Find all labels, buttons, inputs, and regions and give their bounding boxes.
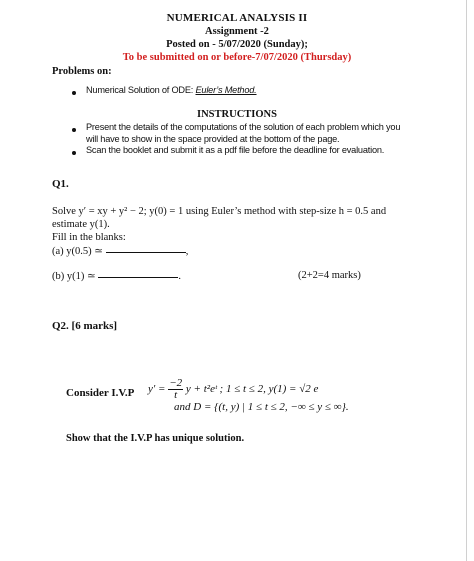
bullet-icon: [72, 128, 76, 132]
ivp-equation-rhs: y + t²eᵗ ; 1 ≤ t ≤ 2, y(1) = √2 e: [185, 383, 319, 396]
q1-part-b: [52, 270, 181, 282]
instructions-title: INSTRUCTIONS: [197, 109, 277, 120]
submission-deadline: To be submitted on or before-7/07/2020 (Thursday): [122, 52, 352, 63]
ivp-equation-lhs: y′ =: [148, 383, 166, 396]
topic-method: Euler’s Method.: [195, 85, 257, 95]
q1-part-b-blank[interactable]: [98, 276, 178, 278]
q1-part-b-end: .: [178, 271, 182, 282]
bullet-icon: [72, 91, 76, 95]
topic-item: [86, 85, 257, 95]
ivp-fraction-numerator: −2: [169, 377, 183, 389]
course-title: NUMERICAL ANALYSIS II: [166, 12, 308, 24]
instruction-item-2: Scan the booklet and submit it as a pdf file before the deadline for evaluation.: [86, 145, 385, 155]
q1-part-a: [52, 245, 188, 257]
ivp-equation: [148, 378, 318, 401]
topic-prefix: Numerical Solution of ODE:: [86, 85, 196, 95]
q1-part-b-label: (b) y(1) ≃: [52, 271, 96, 282]
q1-part-a-label: (a) y(0.5) ≃: [52, 246, 104, 257]
assignment-number: Assignment -2: [205, 26, 269, 37]
ivp-fraction-denominator: t: [174, 389, 178, 401]
page-edge-divider: [466, 0, 467, 561]
instruction-item-1-line-2: will have to show in the space provided at the bottom of the page.: [86, 134, 340, 144]
q1-part-a-blank[interactable]: [106, 251, 186, 253]
instruction-item-1-line-1: Present the details of the computations of the solution of each problem which you: [86, 122, 401, 132]
q1-statement-line-1: Solve y′ = xy + y² − 2; y(0) = 1 using Euler’s method with step-size h = 0.5 and: [52, 206, 387, 217]
q1-marks: (2+2=4 marks): [298, 270, 361, 281]
problems-label: Problems on:: [52, 66, 112, 77]
q1-fill-instruction: Fill in the blanks:: [52, 232, 126, 243]
q2-task: Show that the I.V.P has unique solution.: [66, 433, 245, 444]
q1-statement-line-2: estimate y(1).: [52, 219, 110, 230]
q1-part-a-end: ,: [185, 246, 189, 257]
bullet-icon: [72, 151, 76, 155]
ivp-label: Consider I.V.P: [66, 387, 135, 399]
q2-label: Q2. [6 marks]: [52, 320, 118, 332]
ivp-domain: and D = {(t, y) | 1 ≤ t ≤ 2, −∞ ≤ y ≤ ∞}.: [174, 401, 349, 413]
posted-date: Posted on - 5/07/2020 (Sunday);: [166, 39, 308, 50]
ivp-fraction: [168, 378, 183, 401]
q1-label: Q1.: [52, 178, 69, 190]
